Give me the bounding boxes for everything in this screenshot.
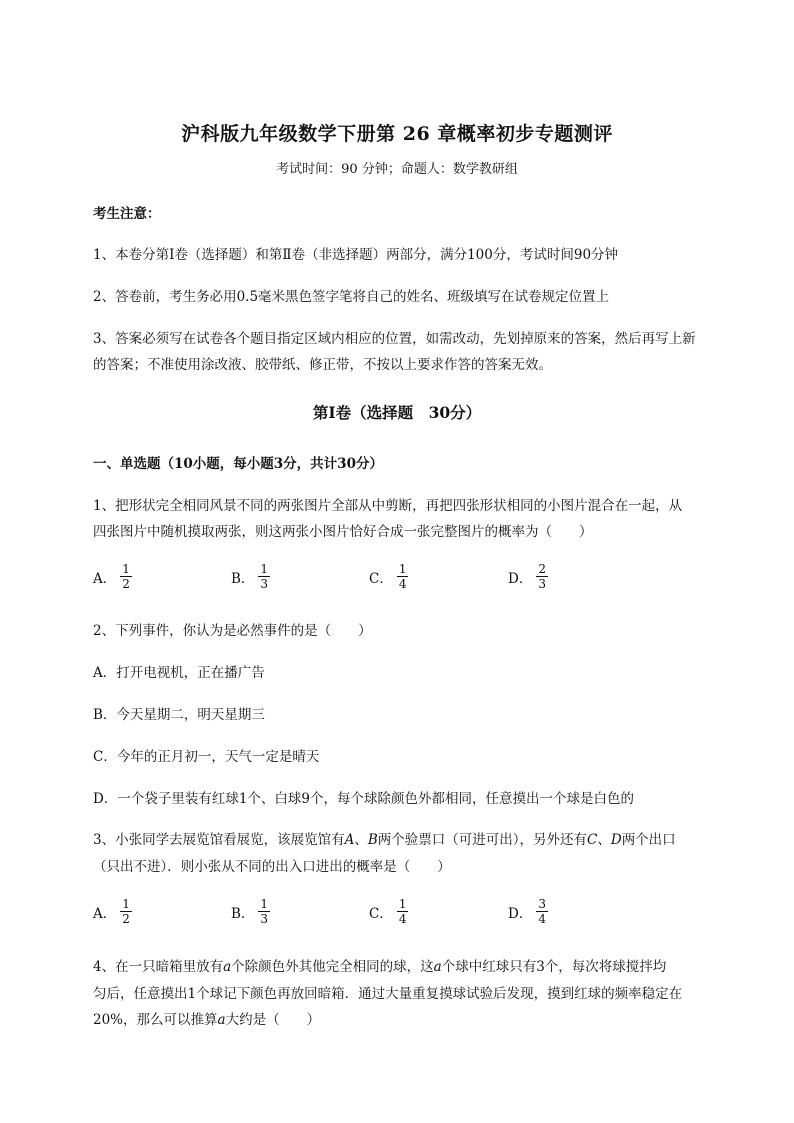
question-1-option-d	[508, 562, 548, 591]
fraction	[120, 562, 132, 591]
stem-text: 两个验票口（可进可出），另外还有	[377, 832, 588, 848]
numerator: 1	[122, 562, 130, 576]
denominator: 4	[398, 577, 407, 591]
notice-item: 3、答案必须写在试卷各个题目指定区域内相应的位置，如需改动，先划掉原来的答案，然后再写上新	[93, 331, 696, 347]
question-3-option-b	[231, 897, 270, 926]
question-3-stem	[93, 828, 676, 848]
exam-info: 考试时间：90 分钟；命题人：数学教研组	[276, 162, 518, 177]
option-label: C．	[369, 905, 393, 922]
denominator: 3	[260, 912, 269, 926]
denominator: 3	[260, 577, 269, 591]
stem-text: 两个出口	[621, 832, 676, 848]
question-3-option-a	[93, 897, 132, 926]
fraction	[536, 562, 548, 591]
numerator: 1	[398, 562, 407, 576]
numerator: 1	[260, 562, 269, 576]
separator: 、	[354, 832, 368, 848]
variable: C	[587, 832, 598, 848]
question-4-stem: 匀后，任意摸出1个球记下颜色再放回暗箱．通过大量重复摸球试验后发现，摸到红球的频率稳定在	[93, 986, 683, 1002]
stem-text: 个除颜色外其他完全相同的球，这	[231, 959, 434, 975]
option-label: A．	[93, 570, 117, 587]
question-2-option-d: D．一个袋子里装有红球1个、白球9个，每个球除颜色外都相同，任意摸出一个球是白色的	[93, 791, 635, 807]
question-2-option-a: A．打开电视机，正在播广告	[93, 665, 265, 681]
variable: a	[223, 959, 232, 975]
denominator: 4	[538, 912, 546, 926]
question-3-option-c	[369, 897, 408, 926]
question-1-option-b	[231, 562, 270, 591]
question-4-stem	[93, 1008, 320, 1028]
notice-item: 的答案；不准使用涂改液、胶带纸、修正带，不按以上要求作答的答案无效。	[93, 357, 552, 373]
stem-text: 个球中红球只有3个，每次将球搅拌均	[441, 959, 667, 975]
option-label: B．	[231, 570, 255, 587]
stem-text: 4、在一只暗箱里放有	[93, 959, 224, 975]
question-1-option-c	[369, 562, 408, 591]
notice-item: 2、答卷前，考生务必用0.5毫米黑色签字笔将自己的姓名、班级填写在试卷规定位置上	[93, 289, 610, 305]
variable: a	[433, 959, 442, 975]
fraction	[536, 897, 548, 926]
fraction	[258, 897, 270, 926]
numerator: 1	[398, 897, 407, 911]
question-1-stem: 1、把形状完全相同风景不同的两张图片全部从中剪断，再把四张形状相同的小图片混合在一起，从	[93, 498, 683, 514]
option-label: C．	[369, 570, 393, 587]
fraction	[397, 562, 409, 591]
denominator: 3	[538, 577, 546, 591]
fraction	[258, 562, 270, 591]
question-2-option-b: B．今天星期二，明天星期三	[93, 707, 265, 723]
variable: A	[344, 832, 355, 848]
question-4-stem	[93, 955, 666, 975]
variable: a	[217, 1012, 226, 1028]
question-1-stem: 四张图片中随机摸取两张，则这两张小图片恰好合成一张完整图片的概率为（ ）	[93, 524, 593, 540]
question-1-option-a	[93, 562, 132, 591]
question-2-stem: 2、下列事件，你认为是必然事件的是（ ）	[93, 623, 372, 639]
option-label: D．	[508, 905, 533, 922]
page-title: 沪科版九年级数学下册第 26 章概率初步专题测评	[181, 123, 613, 145]
denominator: 4	[398, 912, 407, 926]
stem-text: 3、小张同学去展览馆看展览，该展览馆有	[93, 832, 345, 848]
question-2-option-c: C．今年的正月初一，天气一定是晴天	[93, 749, 320, 765]
notice-item: 1、本卷分第Ⅰ卷（选择题）和第Ⅱ卷（非选择题）两部分，满分100分，考试时间90分钟	[93, 247, 619, 263]
option-label: A．	[93, 905, 117, 922]
stem-text: 大约是（ ）	[225, 1012, 321, 1028]
variable: D	[610, 832, 622, 848]
section-heading: 一、单选题（10小题，每小题3分，共计30分）	[93, 456, 383, 472]
numerator: 1	[122, 897, 130, 911]
variable: B	[367, 832, 378, 848]
numerator: 2	[538, 562, 546, 576]
fraction	[397, 897, 409, 926]
question-3-stem: （只出不进）．则小张从不同的出入口进出的概率是（ ）	[93, 859, 451, 875]
numerator: 1	[260, 897, 269, 911]
option-label: B．	[231, 905, 255, 922]
denominator: 2	[122, 577, 130, 591]
part-heading: 第Ⅰ卷（选择题 30分）	[312, 403, 482, 422]
stem-text: 20%，那么可以推算	[93, 1012, 218, 1028]
separator: 、	[597, 832, 611, 848]
denominator: 2	[122, 912, 130, 926]
question-3-option-d	[508, 897, 548, 926]
option-label: D．	[508, 570, 533, 587]
numerator: 3	[538, 897, 546, 911]
fraction	[120, 897, 132, 926]
notice-heading: 考生注意：	[93, 206, 161, 222]
